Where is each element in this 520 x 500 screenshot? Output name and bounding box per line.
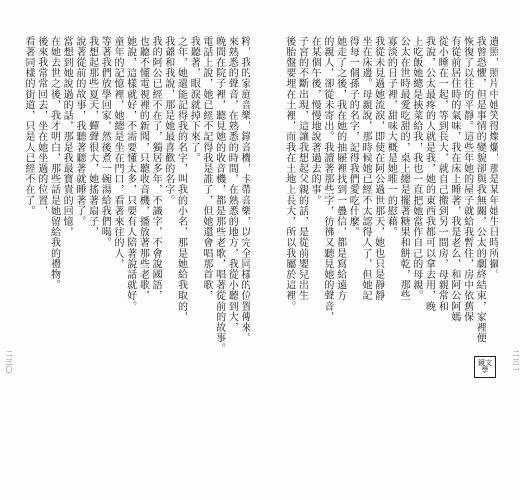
text-line: 從小睡在一起，等到長大，就自己搬到另一間房，母親常和	[436, 36, 448, 312]
text-line: 後來我常常回去，坐在她坐過的位置，	[35, 36, 47, 217]
left-page-text	[22, 36, 250, 416]
text-line: 我想起那些夏天，蟬聲很大，她搖著扇子，	[86, 36, 98, 238]
text-line: 我從未見過她流淚，即使在阿公過世那天，她也只是靜靜	[372, 36, 384, 301]
text-line: 說著從前的故事，我聽著聽著就睡著了。	[73, 36, 85, 227]
publisher-seal-logo: 鏡文學	[474, 356, 496, 378]
text-line: 看著同樣的街道，只是人已經不在了。	[23, 36, 35, 217]
right-page	[270, 36, 498, 416]
text-line: 我曾恐懼，但是事情的變貌卻與我無關，公太的劇終結束，家裡便	[474, 36, 486, 344]
text-line: 恢復了以往的平靜。這些年她的屋子就給我暫住，房中依舊保	[461, 36, 473, 323]
text-line: 在她去世之後，我才明白，那些話是她留給我的禮物。	[48, 36, 60, 291]
text-line: 童年的記憶裡，她總是坐在門口，看著來往的人，	[111, 36, 123, 270]
text-line: 粹，我的家庭音樂，錄音機，卡帶音樂，以完全同樣的位置傳來。	[239, 36, 250, 344]
text-line: 我的阿公已經不在了，獨居多年，不識字，不會說國語，	[150, 36, 162, 301]
text-line: 子宮的不斷出現，這讓我想起父親的話，是從前嬰兒出生	[296, 36, 308, 301]
text-line: 我聽著，眼淚就掉下來了。	[188, 36, 200, 164]
page-number-left: 二三〇	[5, 350, 13, 374]
left-page	[22, 36, 250, 416]
text-line: 上吃飯她總是挾菜給我，我也一直把她當作自己的母親。	[410, 36, 422, 301]
text-line: 等著我們放學回家，然後煮一碗湯給我們喝。	[99, 36, 111, 248]
text-line: 有從前居住時的氣味，我在床上睡著，我是老么，和阿公阿媽	[448, 36, 460, 323]
text-line: 公太在世時最愛吃甜的，桌上總是擺著糖果和餅乾，那些	[398, 36, 410, 301]
text-line: 當想到她說過的話，那是我最寶貴的回憶，	[61, 36, 73, 238]
text-line: 也聽不懂電視裡的新聞，只聽收音機，播放著那些老歌，	[137, 36, 149, 301]
text-line: 遺照，照片中她笑得燦爛，那是某年她生日時所攝。	[487, 36, 498, 280]
text-line: 晚間在院子裡，聽見她的收音機，都是那些老歌，唱著從前的故事。	[213, 36, 225, 354]
book-gutter	[258, 30, 262, 450]
text-line: 她走了之後，我在她的抽屜裡找到一疊信，都是寫給遠方	[334, 36, 346, 301]
text-line: 在某個午後，慢慢地說著過去的事。	[309, 36, 321, 206]
text-line: 寡淡的日子裡，甜味大概是她唯一的慰藉。	[385, 36, 397, 238]
text-line: 坐在床邊。母親說，那時候她已經不太認得人了，但她記	[359, 36, 371, 301]
text-line: 她說，這樣就好，不需要懂太多，只要有人陪著說話就好。	[124, 36, 136, 312]
right-page-text	[282, 36, 498, 416]
text-line: 之年，她還能記得我的名字，叫我的小名，那是她給我取的，	[175, 36, 187, 323]
text-line: 我說，公太最疼的人就是我，她的東西我都可以拿去用，晚	[423, 36, 435, 312]
text-line: 電話上說，她已經不記得我是誰了，但她還會唱那首歌，	[200, 36, 212, 301]
page-number-right: 二三一	[512, 350, 520, 374]
text-line: 來熟悉的聲音，在熟悉的時間，在熟悉的地方，我從小聽到大，	[226, 36, 238, 333]
text-line: 後胎盤要埋在土裡，而我在土地上長大，所以我屬於這裡。	[283, 36, 295, 312]
text-line: 得每一個孫子的名字，記得我們愛吃什麼。	[347, 36, 359, 238]
text-line: 的親人，卻從未寄出。我讀著那些字，彷彿又聽見她的聲音，	[321, 36, 333, 323]
text-line: 我爺和我說，那是她最喜歡的名字。	[162, 36, 174, 206]
